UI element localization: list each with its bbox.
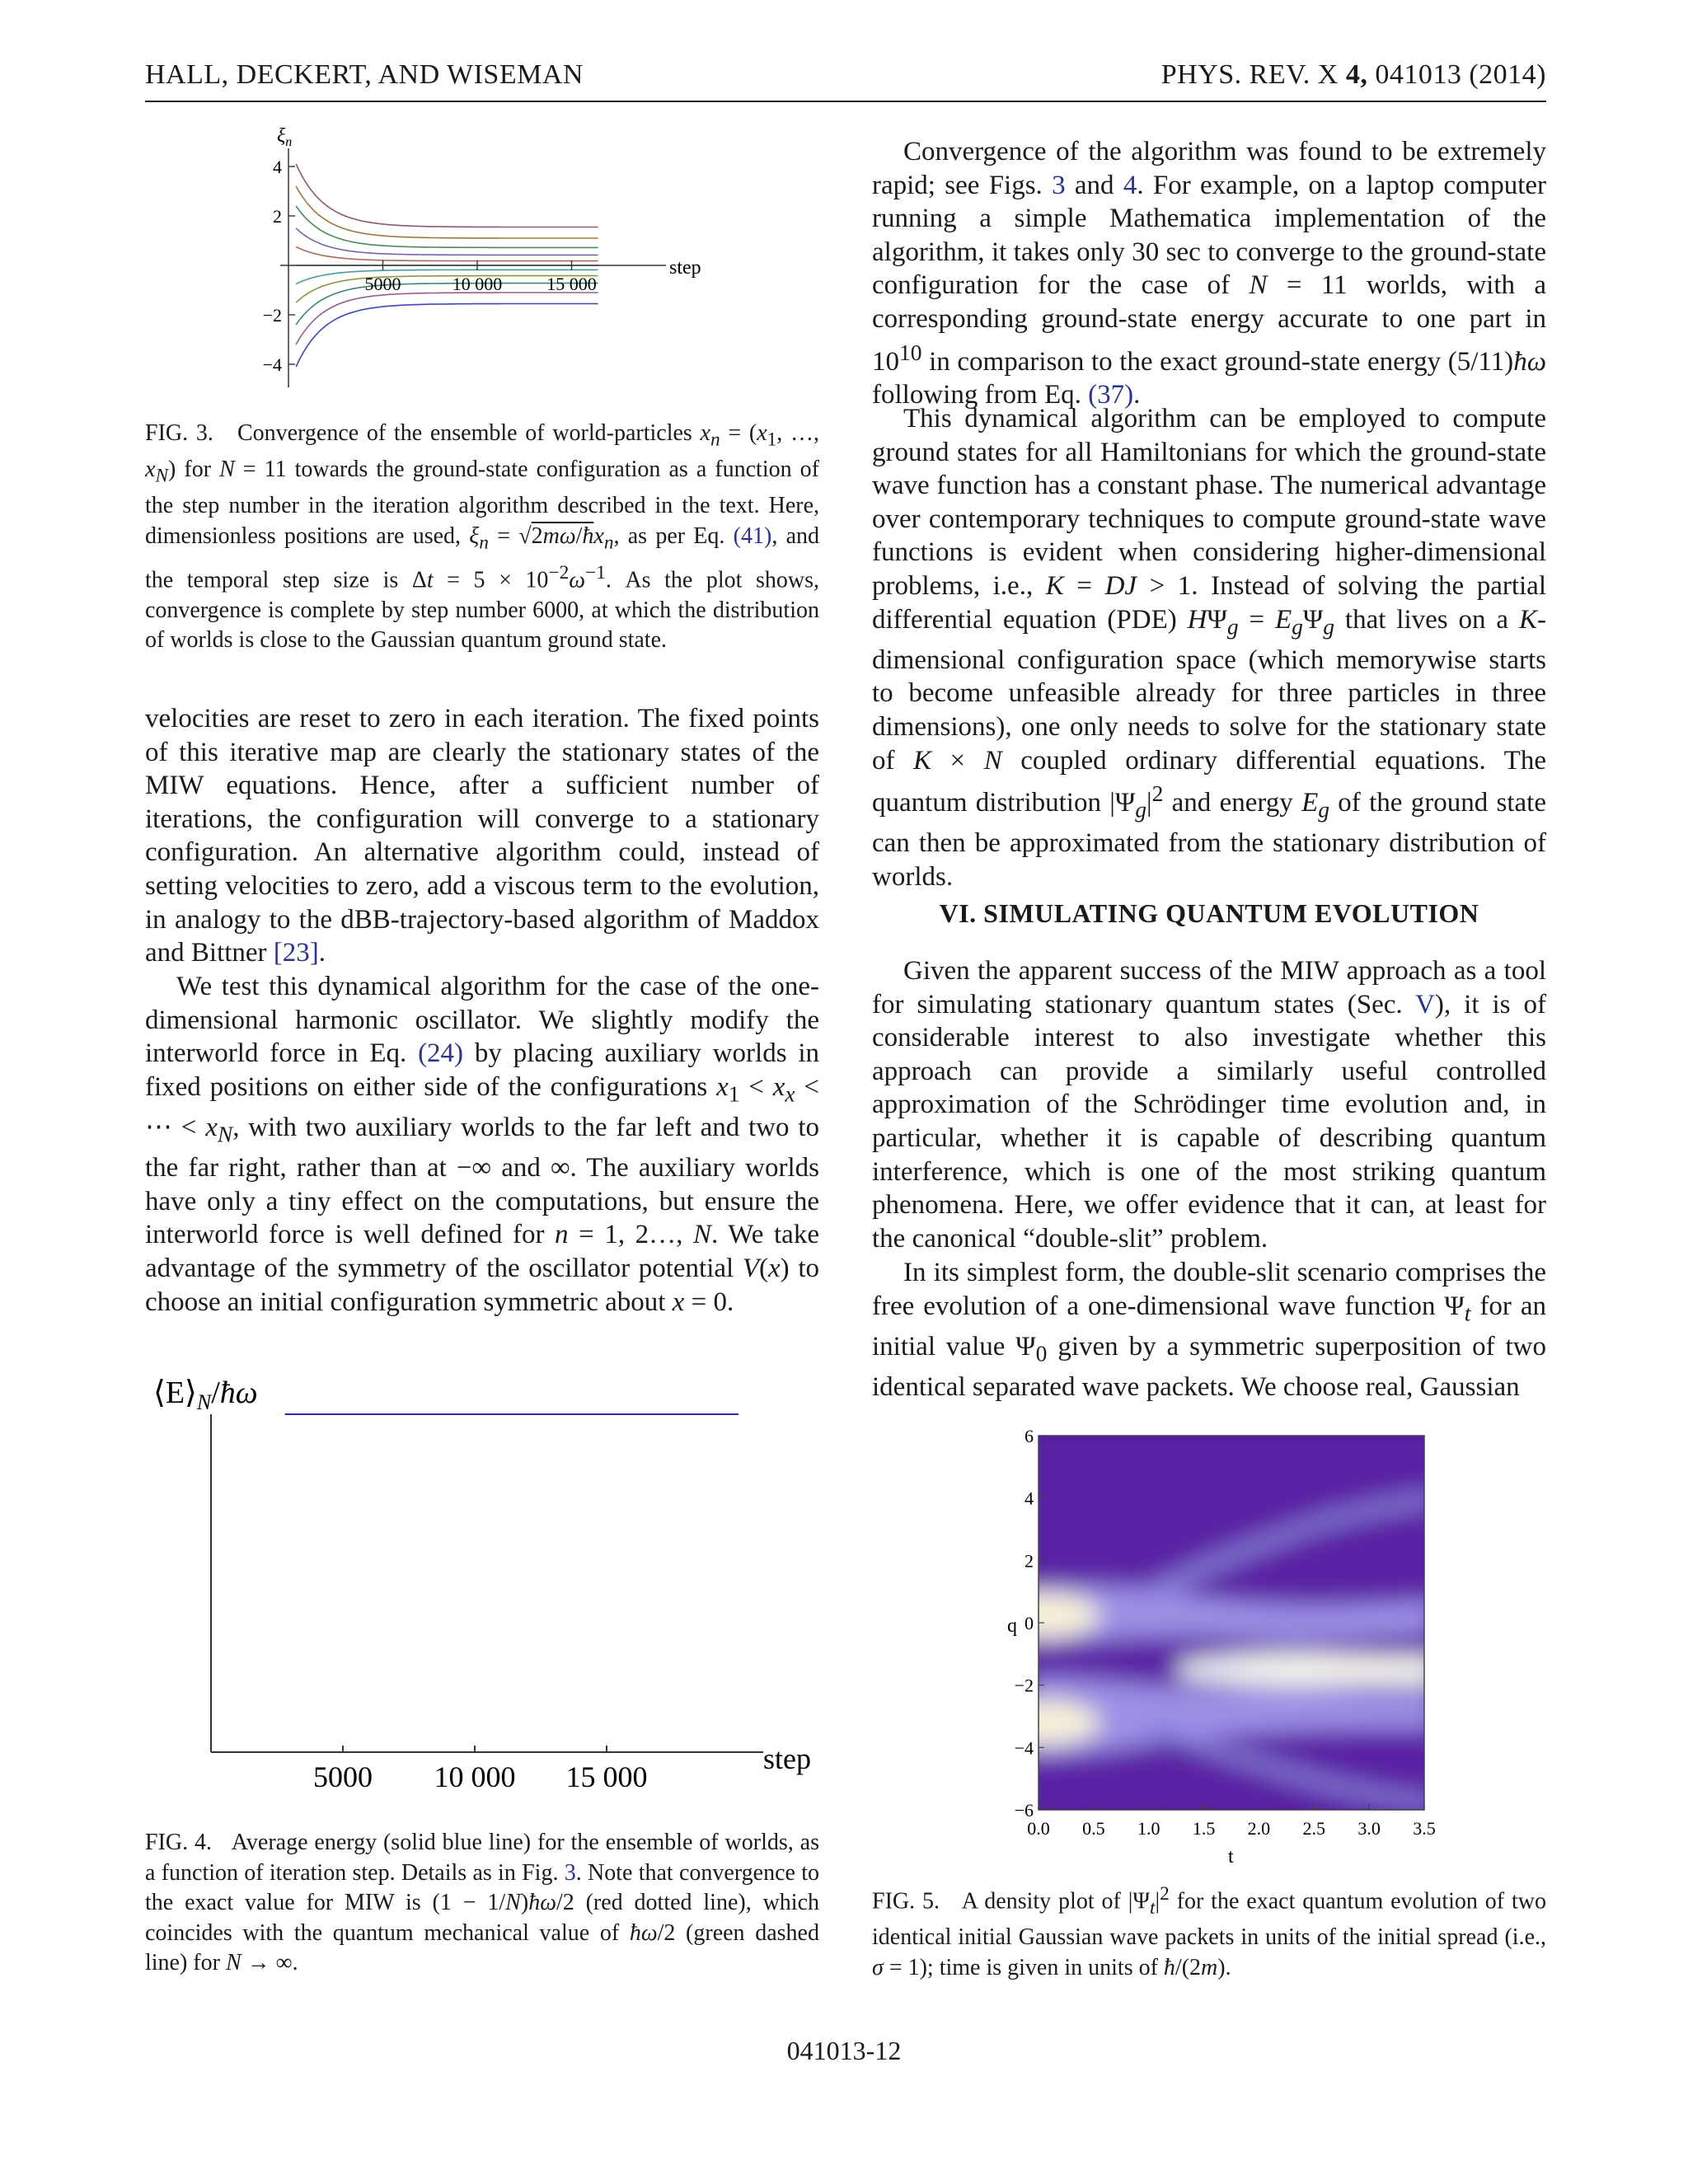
fig4-ylabel: $⟨E⟩_N/ħ\omega$ [153, 1376, 258, 1414]
fig5-xtick-label: 0.5 [1082, 1818, 1105, 1839]
fig5-xtick-label: 3.0 [1357, 1818, 1381, 1839]
fig3-xtick-label: 5000 [364, 274, 401, 294]
fig3-ytick-label: 2 [273, 206, 282, 227]
fig4-xlabel: step [763, 1742, 811, 1775]
fig3-ytick-label: −2 [262, 305, 282, 326]
header-journal: PHYS. REV. X 4, 041013 (2014) [1160, 59, 1546, 90]
fig3-caption: FIG. 3. Convergence of the ensemble of world-particles $x_n = (x_1$, …, $x_N$) for N = 11 towards the ground-state configuration as a function of the step number in the iteration algorithm described in the text. Here, dimensionless positions are used, $\xi_n$ = $√2m\omega/ħx_n$, as per Eq. (41), and the temporal step size is $\Delta t = 5 \times 10^{-2}\omega^{-1}$. As the plot shows, convergence is complete by step number 6000, at which the distribution of worlds is close to the Gaussian quantum ground state. [145, 420, 820, 654]
left-paragraph-2: We test this dynamical algorithm for the case of the one-dimensional harmonic oscillator. We slightly modify the interworld force in Eq. (24) by placing auxiliary worlds in fixed positions on either side of the configurations $x_1 < x_x$ < ⋯ < $x_N$, with two auxiliary worlds to the far left and two to the far right, rather than at −∞ and ∞. The auxiliary worlds have only a tiny effect on the computations, but ensure the interworld force is well defined for n = 1, 2…, N. We take advantage of the symmetry of the oscillator potential V(x) to choose an initial configuration symmetric about x = 0. [145, 972, 820, 1317]
fig4-xtick-label: 10 000 [434, 1760, 516, 1793]
right-paragraph-1: Convergence of the algorithm was found to be extremely rapid; see Figs. 3 and 4. For example, on a laptop computer running a simple Mathematica implementation of the algorithm, it takes only 30 sec to converge to the ground-state configuration for the case of N = 11 worlds, with a corresponding ground-state energy accurate to one part in $10^{10}$ in comparison to the exact ground-state energy (5/11)ħω following from Eq. (37). [872, 137, 1546, 410]
fig5-ytick-label: 6 [1025, 1426, 1034, 1446]
right-paragraph-3: Given the apparent success of the MIW approach as a tool for simulating stationary quantum states (Sec. V), it is of considerable interest to also investigate whether this approach can provide a similarly useful controlled approximation of the Schrödinger time evolution and, in particular, whether it is capable of describing quantum interference, which is one of the most striking quantum phenomena. Here, we offer evidence that it can, at least for the canonical “double-slit” problem. [872, 956, 1546, 1254]
fig3-series-4 [296, 228, 598, 255]
fig5-xtick-label: 3.5 [1413, 1818, 1436, 1839]
fig5-ytick-label: 0 [1025, 1613, 1034, 1633]
fig3-ytick-label: −4 [262, 354, 282, 375]
right-paragraph-4: In its simplest form, the double-slit scenario comprises the free evolution of a one-dimensional wave function $\Psi_t$ for an initial value $\Psi_0$ given by a symmetric superposition of two identical separated wave packets. We choose real, Gaussian [872, 1258, 1547, 1402]
fig3-xlabel: step [669, 257, 701, 279]
fig3-series-1 [296, 164, 598, 227]
fig3-chart [247, 124, 709, 391]
fig5-xtick-label: 2.0 [1247, 1818, 1271, 1839]
fig4-xtick-label: 15 000 [565, 1760, 648, 1793]
fig3-series-10 [296, 293, 598, 344]
page-number: 041013-12 [786, 2036, 902, 2065]
fig5-xtick-label: 1.5 [1192, 1818, 1216, 1839]
fig5-center-core [1228, 1657, 1442, 1683]
fig5-ytick-label: −4 [1014, 1737, 1034, 1759]
fig5-caption: FIG. 5. A density plot of $|\Psi_t|^2$ for the exact quantum evolution of two identical initial Gaussian wave packets in units of the initial spread (i.e., σ = 1); time is given in units of ħ/(2m). [872, 1883, 1547, 1980]
fig4-chart [145, 1368, 821, 1797]
running-header [145, 59, 1546, 102]
fig3-series-2 [296, 186, 598, 238]
fig5-ytick-label: 2 [1025, 1550, 1034, 1572]
section-title: VI. SIMULATING QUANTUM EVOLUTION [939, 898, 1479, 928]
fig4-caption: FIG. 4. Average energy (solid blue line) for the ensemble of worlds, as a function of iteration step. Details as in Fig. 3. Note that convergence to the exact value for MIW is (1 − 1/N)ħω/2 (red dotted line), which coincides with the quantum mechanical value of ħω/2 (green dashed line) for N → ∞. [145, 1830, 819, 1975]
right-paragraph-2: This dynamical algorithm can be employed to compute ground states for all Hamiltonians for which the ground-state wave function has a constant phase. The numerical advantage over contemporary techniques to compute ground-state wave functions is evident when considering higher-dimensional problems, i.e., K = DJ > 1. Instead of solving the partial differential equation (PDE) $H\Psi_g = E_g\Psi_g$ that lives on a K-dimensional configuration space (which memorywise starts to become unfeasible already for three particles in three dimensions), one only needs to solve for the stationary state of K × N coupled ordinary differential equations. The quantum distribution $|\Psi_g|^2$ and energy $E_g$ of the ground state can then be approximated from the stationary distribution of worlds. [872, 404, 1546, 892]
fig5-xtick-label: 1.0 [1137, 1818, 1160, 1839]
fig5-xtick-label: 0.0 [1027, 1818, 1050, 1839]
fig5-chart [989, 1426, 1451, 1871]
header-authors: HALL, DECKERT, AND WISEMAN [145, 59, 584, 90]
fig4-xtick-label: 5000 [313, 1760, 373, 1793]
fig3-ytick-label: 4 [273, 157, 282, 177]
fig5-ytick-label: −2 [1014, 1675, 1034, 1696]
fig3-xtick-label: 10 000 [452, 274, 503, 294]
fig3-series-5 [296, 247, 598, 261]
fig5-xtick-label: 2.5 [1302, 1818, 1326, 1839]
fig3-ylabel: $\xi_n$ [277, 125, 293, 149]
left-paragraph-1: velocities are reset to zero in each iteration. The fixed points of this iterative map are clearly the stationary states of the MIW equations. Hence, after a sufficient number of iterations, the configuration will converge to a stationary configuration. An alternative algorithm could, instead of setting velocities to zero, add a viscous term to the evolution, in analogy to the dBB-trajectory-based algorithm of Maddox and Bittner [23]. [145, 704, 819, 968]
fig5-xlabel: t [1228, 1846, 1234, 1868]
fig5-ylabel: q [1007, 1615, 1017, 1637]
fig5-ytick-label: −6 [1014, 1800, 1034, 1821]
fig5-ytick-label: 4 [1025, 1488, 1034, 1509]
header-rule [145, 101, 1546, 102]
fig3-series-11 [296, 304, 598, 368]
fig3-xtick-label: 15 000 [546, 274, 597, 294]
